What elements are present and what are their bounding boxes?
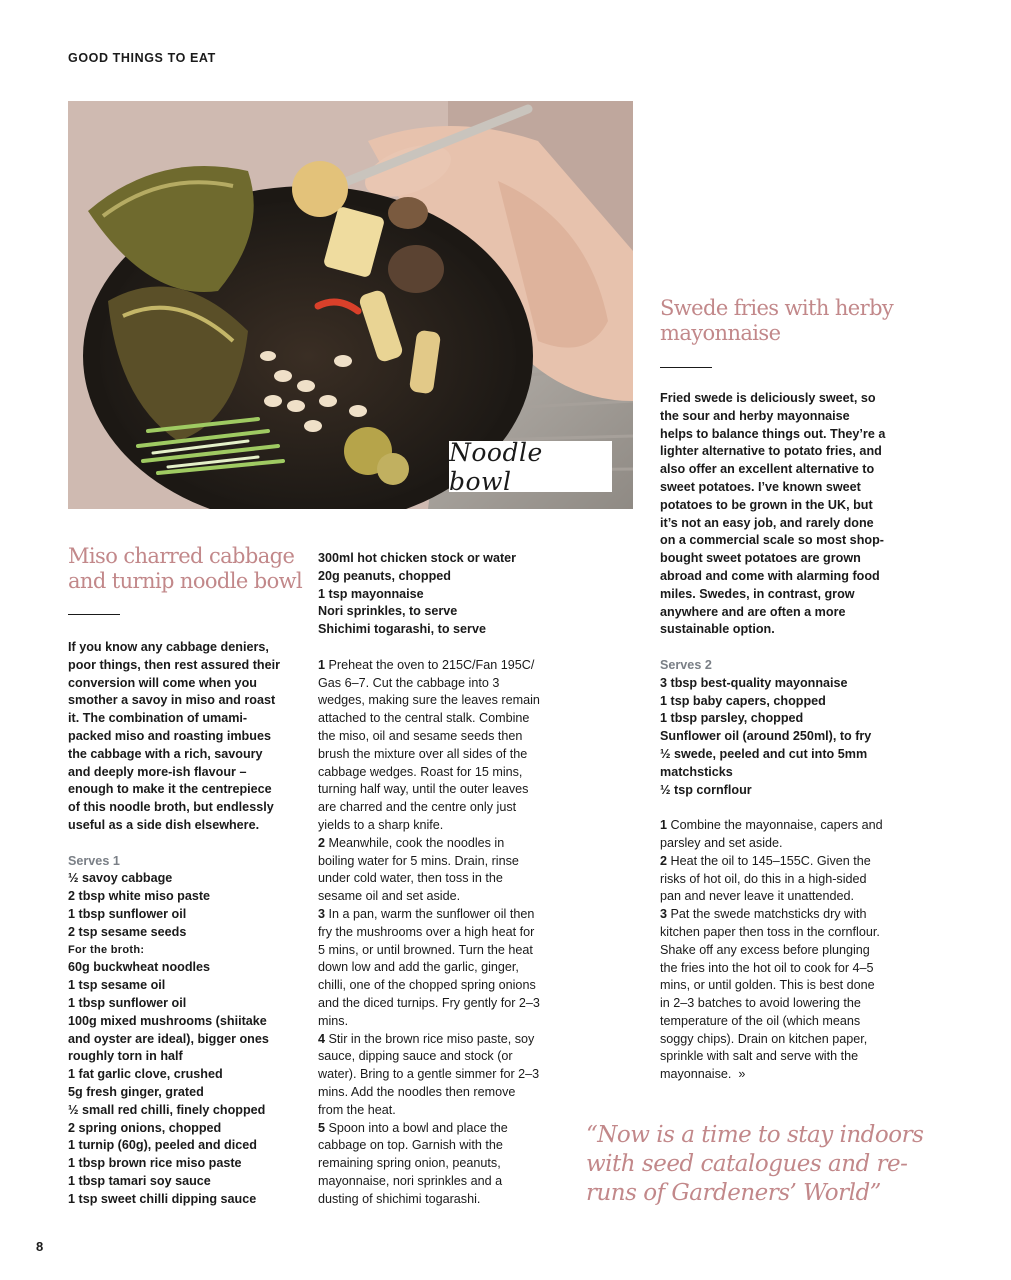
step-text: Pat the swede matchsticks dry with kitchen paper then toss in the cornflour. Shake off any excess before plunging the fries into the hot oil to cook for 4–5 mins, or until golden. This is best done in 2–3 batches to avoid lowering the temperature of the oil (which means soggy chips). Drain on kitchen paper, sprinkle with salt and serve with the mayonnaise. [660,907,880,1082]
recipe1-middle-column [318,550,540,1208]
ingredient-item: 1 tsp sesame oil [68,978,166,993]
step-number: 3 [318,906,326,921]
ingredient-item: 1 tbsp sunflower oil [68,995,187,1010]
ingredient-item: 1 tsp baby capers, chopped [660,693,826,708]
ingredient-item: 1 turnip (60g), peeled and diced [68,1138,257,1153]
recipe2-serves: Serves 2 [660,657,712,672]
ingredient-item: ½ savoy cabbage [68,871,173,886]
ingredient-item: 1 tbsp tamari soy sauce [68,1173,211,1188]
ingredient-item: 1 tsp mayonnaise [318,586,424,601]
step-text: Preheat the oven to 215C/Fan 195C/ Gas 6–7. Cut the cabbage into 3 wedges, making sure the leaves remain attached to the central stalk. Combine the miso, oil and sesame seeds then brush the mixture over all sides of the cabbage wedges. Roast for 15 mins, turning half way, until the outer leaves are charred and the centre only just yields to a sharp knife. [318,657,540,832]
step-number: 4 [318,1031,326,1046]
step-text: Spoon into a bowl and place the cabbage on top. Garnish with the remaining spring onion, peanuts, mayonnaise, nori sprinkles and a dusting of shichimi togarashi. [318,1120,508,1206]
ingredient-item: 300ml hot chicken stock or water [318,551,517,565]
step-number: 2 [318,835,326,850]
ingredient-item: 60g buckwheat noodles [68,960,211,975]
ingredient-item: Sunflower oil (around 250ml), to fry [660,729,872,744]
recipe1-title-rule [68,614,120,615]
method-step [318,1031,540,1120]
method-step [318,835,540,906]
method-step [318,657,540,835]
method-step [318,1120,540,1209]
method-step [660,906,886,1084]
step-number: 1 [660,818,668,833]
ingredient-item: 2 tbsp white miso paste [68,889,211,904]
method-step [660,817,886,853]
photo-caption-tag [449,437,612,496]
ingredient-item: 1 fat garlic clove, crushed [68,1067,223,1082]
recipe1-title: Miso charred cabbage and turnip noodle bowl [68,544,303,593]
method-step [318,906,540,1031]
recipe1-intro: If you know any cabbage deniers, poor things, then rest assured their conversion will come when you smother a savoy in miso and roast it. The combination of umami-packed miso and roasting imbues the cabbage with a rich, savoury and deeply more-ish flavour – enough to make it the centrepiece of this noodle broth, but endlessly useful as a side dish elsewhere. [68,640,281,832]
ingredient-item: 1 tsp sweet chilli dipping sauce [68,1191,257,1206]
step-text: Meanwhile, cook the noodles in boiling water for 5 mins. Drain, rinse under cold water, then toss in the sesame oil and set aside. [318,835,519,904]
continue-arrow-icon: » [738,1067,746,1082]
broth-subheading: For the broth: [68,943,145,956]
step-number: 1 [318,657,326,672]
step-number: 2 [660,853,668,868]
step-text: Combine the mayonnaise, capers and parsley and set aside. [660,818,883,850]
step-text: In a pan, warm the sunflower oil then fry the mushrooms over a high heat for 5 mins, or until browned. Turn the heat down low and add the garlic, ginger, chilli, one of the chopped spring onions and the diced turnips. Fry gently for 2–3 mins. [318,906,540,1028]
ingredient-item: 2 spring onions, chopped [68,1120,222,1135]
step-number: 3 [660,907,668,922]
recipe2-title-rule [660,367,712,368]
ingredient-item: 1 tbsp brown rice miso paste [68,1156,242,1171]
pull-quote: “Now is a time to stay indoors with seed catalogues and re-runs of Gardeners’ World” [586,1122,924,1206]
ingredient-item: 5g fresh ginger, grated [68,1084,204,1099]
recipe2-column [660,390,886,1084]
ingredient-item: 1 tbsp parsley, chopped [660,711,804,726]
ingredient-item: 3 tbsp best-quality mayonnaise [660,675,848,690]
ingredient-item: 100g mixed mushrooms (shiitake and oyster are ideal), bigger ones roughly torn in half [68,1013,269,1064]
ingredient-item: ½ swede, peeled and cut into 5mm matchsticks [660,746,868,779]
method-step [660,853,886,906]
ingredient-item: Shichimi togarashi, to serve [318,622,486,637]
ingredient-item: 1 tbsp sunflower oil [68,906,187,921]
ingredient-item: 2 tsp sesame seeds [68,924,187,939]
section-label: GOOD THINGS TO EAT [68,51,216,65]
ingredient-item: ½ small red chilli, finely chopped [68,1102,266,1117]
ingredient-item: Nori sprinkles, to serve [318,604,458,619]
ingredient-item: 20g peanuts, chopped [318,568,451,583]
step-text: Stir in the brown rice miso paste, soy sauce, dipping sauce and stock (or water). Bring to a gentle simmer for 2–3 mins. Add the noodles then remove from the heat. [318,1031,540,1117]
step-number: 5 [318,1120,326,1135]
photo-caption-text: Noodle bowl [449,437,543,496]
recipe1-left-column [68,639,286,1209]
recipe1-serves: Serves 1 [68,853,120,868]
page-number: 8 [36,1239,44,1254]
recipe2-intro: Fried swede is deliciously sweet, so the sour and herby mayonnaise helps to balance things out. They’re a lighter alternative to potato fries, and also offer an excellent alternative to sweet potatoes. I’ve known sweet potatoes to be grown in the UK, but it’s not an easy job, and rarely done on a commercial scale so most shop-bought sweet potatoes are grown abroad and come with alarming food miles. Swedes, in contrast, grow anywhere and are often a more sustainable option. [660,391,886,637]
step-text: Heat the oil to 145–155C. Given the risks of hot oil, do this in a high-sided pan and never leave it unattended. [660,853,871,904]
recipe2-title: Swede fries with herby mayonnaise [660,296,894,345]
ingredient-item: ½ tsp cornflour [660,782,752,797]
